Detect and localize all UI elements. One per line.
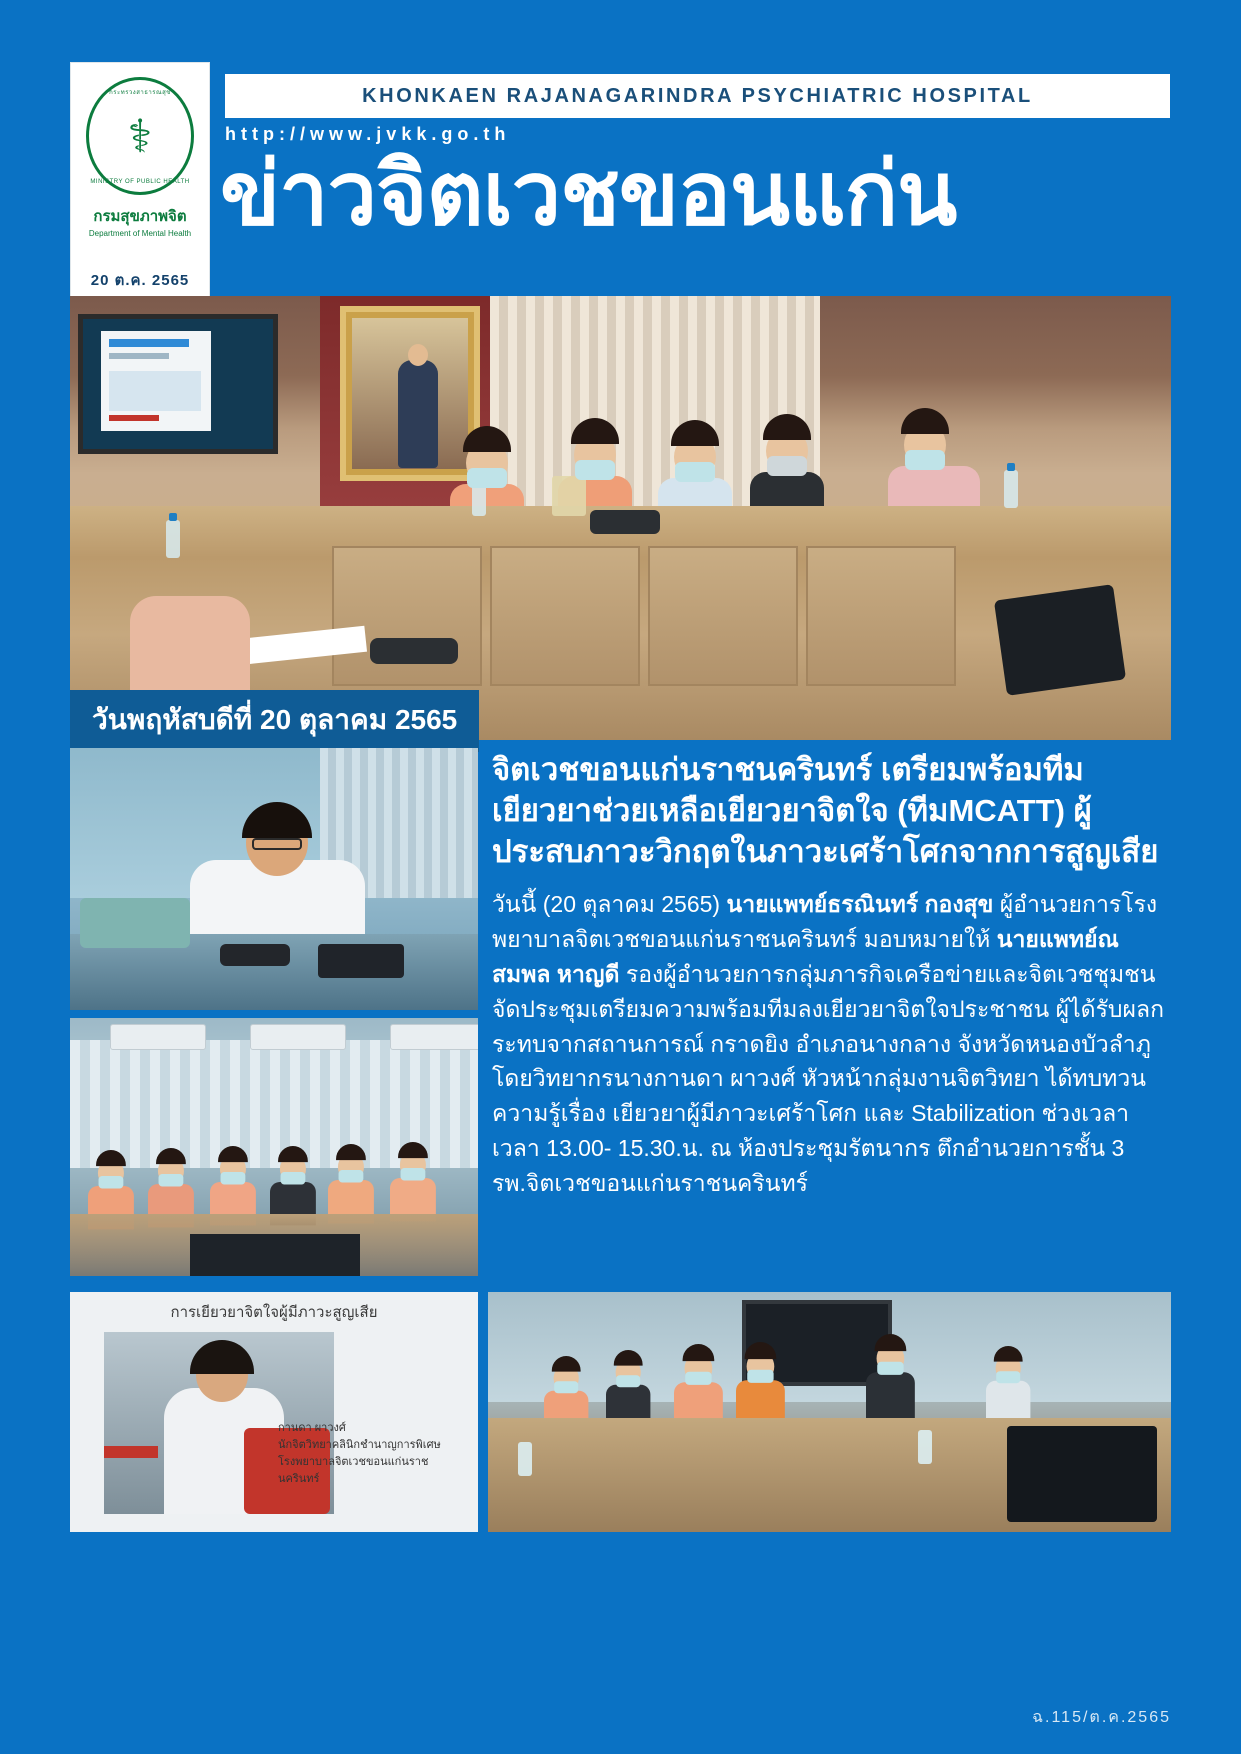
article-block	[492, 750, 1172, 1201]
article-bold-name-2: นายแพทย์ณสมพล หาญดี	[492, 925, 1119, 987]
department-name-th: กรมสุขภาพจิต	[93, 208, 187, 225]
article-bold-name-1: นายแพทย์ธรณินทร์ กองสุข	[726, 890, 994, 917]
ministry-emblem-icon	[86, 77, 194, 195]
article-text-part-1: วันนี้ (20 ตุลาคม 2565)	[492, 890, 727, 917]
emblem-ring-text-bottom: MINISTRY OF PUBLIC HEALTH	[90, 179, 190, 185]
slide-credit-org: โรงพยาบาลจิตเวชขอนแก่นราชนครินทร์	[278, 1456, 429, 1486]
page-header	[70, 62, 1170, 297]
hero-caption-text: วันพฤหัสบดีที่ 20 ตุลาคม 2565	[92, 704, 458, 735]
article-text-part-3: รองผู้อำนวยการกลุ่มภารกิจเครือข่ายและจิตเวชชุมชน จัดประชุมเตรียมความพร้อมทีมลงเยียวยาจิตใจประชาชน ผู้ได้รับผลกระทบจากสถานการณ์ กราดยิง อำเภอนางกลาง จังหวัดหนองบัวลำภู โดยวิทยากรนางกานดา ผาวงศ์ หัวหน้ากลุ่มงานจิตวิทยา ได้ทบทวนความรู้เรื่อง เยียวยาผู้มีภาวะเศร้าโศก และ Stabilization ช่วงเวลาเวลา 13.00- 15.30.น. ณ ห้องประชุมรัตนากร ตึกอำนวยการชั้น 3 รพ.จิตเวชขอนแก่นราชนครินทร์	[492, 960, 1165, 1197]
participants-photo	[70, 1018, 478, 1276]
article-text-part-2: ผู้อำนวยการโรงพยาบาลจิตเวชขอนแก่นราชนครินทร์ มอบหมายให้	[492, 890, 1158, 952]
article-headline: จิตเวชขอนแก่นราชนครินทร์ เตรียมพร้อมทีมเยียวยาช่วยเหลือเยียวยาจิตใจ (ทีมMCATT) ผู้ประสบภาวะวิกฤตในภาวะเศร้าโศกจากการสูญเสีย	[492, 752, 1159, 869]
hospital-name-bar	[225, 74, 1170, 118]
department-name-en: Department of Mental Health	[88, 229, 192, 238]
slide-credit-name: กานดา ผาวงศ์	[278, 1422, 346, 1434]
website-url[interactable]: http://www.jvkk.go.th	[225, 124, 511, 144]
speaker-photo	[70, 748, 478, 1010]
presentation-slide-photo	[70, 1292, 478, 1532]
logo-box	[70, 62, 210, 317]
article-body	[492, 887, 1172, 1202]
hero-caption	[70, 690, 479, 752]
caduceus-icon: ⚕	[127, 110, 153, 162]
hero-meeting-photo	[70, 296, 1171, 740]
hospital-name-en: KHONKAEN RAJANAGARINDRA PSYCHIATRIC HOSPITAL	[362, 84, 1033, 107]
page-title: ข่าวจิตเวชขอนแก่น	[220, 144, 957, 243]
emblem-ring-text-top: กระทรวงสาธารณสุข	[109, 90, 171, 96]
slide-title: การเยียวยาจิตใจผู้มีภาวะสูญเสีย	[170, 1304, 378, 1321]
meeting-room-wide-photo	[488, 1292, 1171, 1532]
issue-date: 20 ต.ค. 2565	[90, 272, 190, 289]
footer-issue-number: ฉ.115/ต.ค.2565	[1032, 1709, 1171, 1726]
slide-credit-role: นักจิตวิทยาคลินิกชำนาญการพิเศษ	[278, 1439, 441, 1452]
